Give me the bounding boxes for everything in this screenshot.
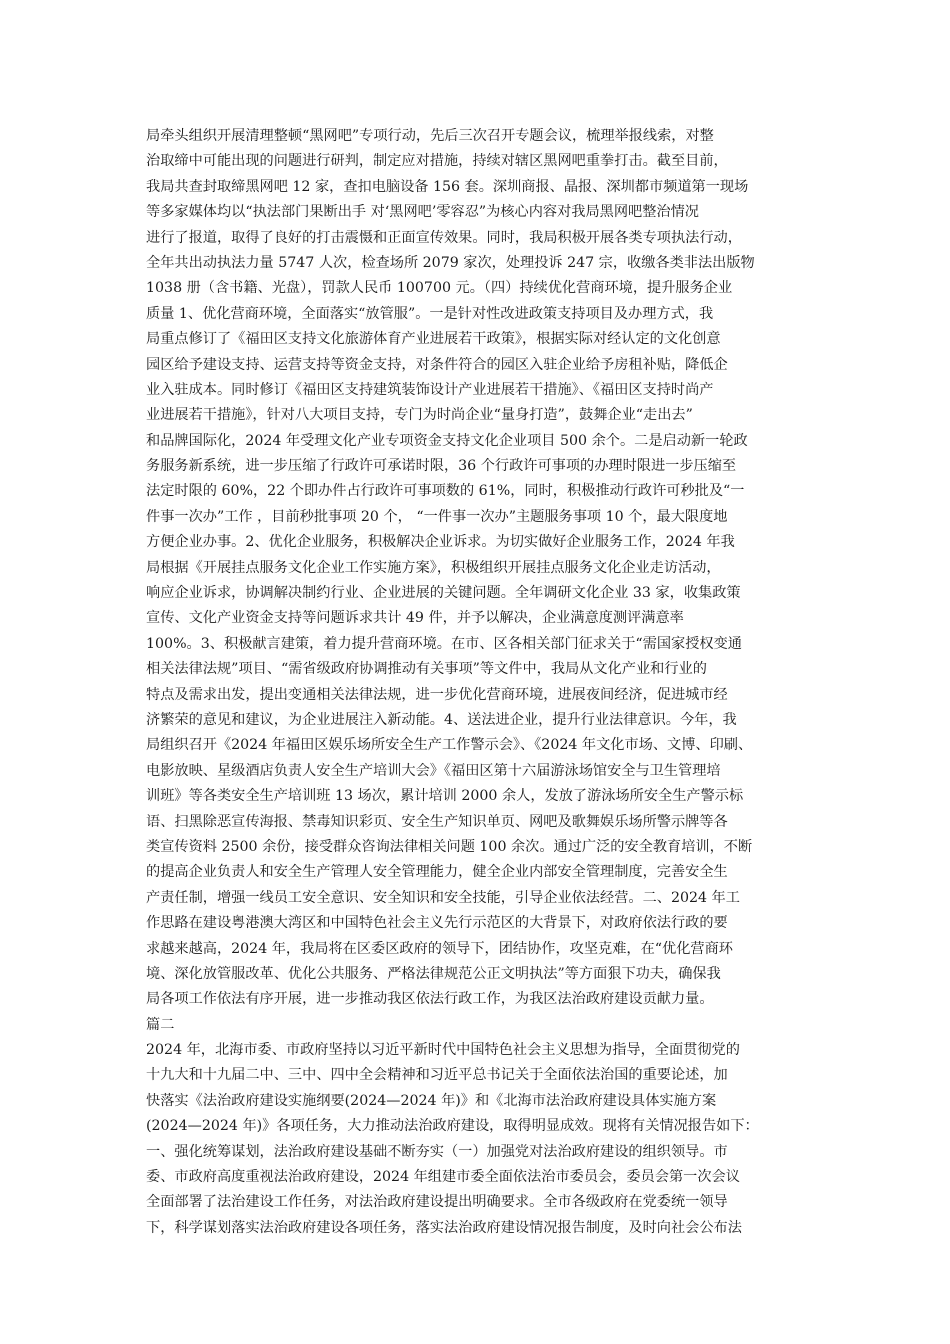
text-line: 法定时限的 60%，22 个即办件占行政许可事项数的 61%，同时，积极推动行政许可秒批及“一: [146, 483, 745, 500]
text-line: 快落实《法治政府建设实施纲要(2024—2024 年)》和《北海市法治政府建设具体实施方案: [146, 1092, 717, 1109]
text-line: 境、深化放管服改革、优化公共服务、严格法律规范公正文明执法”等方面狠下功夫，确保我: [146, 965, 721, 982]
text-line: 的提高企业负责人和安全生产管理人安全管理能力，健全企业内部安全管理制度，完善安全生: [146, 864, 728, 881]
text-line: 产责任制，增强一线员工安全意识、安全知识和安全技能，引导企业依法经营。二、2024 年工: [146, 889, 740, 906]
text-line: 下，科学谋划落实法治政府建设各项任务，落实法治政府建设情况报告制度，及时向社会公布法: [146, 1219, 742, 1236]
text-line: 质量 1、优化营商环境，全面落实“放管服”。一是针对性改进政策支持项目及办理方式，我: [146, 305, 714, 322]
text-line: 局牵头组织开展清理整顿“黑网吧”专项行动，先后三次召开专题会议，梳理举报线索，对整: [146, 128, 714, 144]
text-line: 局各项工作依法有序开展，进一步推动我区依法行政工作，为我区法治政府建设贡献力量。: [146, 991, 714, 1008]
text-line: 相关法律法规”项目、“需省级政府协调推动有关事项”等文件中，我局从文化产业和行业的: [146, 661, 707, 678]
text-line: 一、强化统筹谋划，法治政府建设基础不断夯实（一）加强党对法治政府建设的组织领导。市: [146, 1143, 728, 1160]
text-line: 特点及需求出发，提出变通相关法律法规，进一步优化营商环境，进展夜间经济，促进城市经: [146, 686, 728, 703]
text-line: 件事一次办”工作 ，目前秒批事项 20 个， “一件事一次办”主题服务事项 10 个，最大限度地: [146, 508, 728, 525]
text-line: 语、扫黑除恶宣传海报、禁毒知识彩页、安全生产知识单页、网吧及歌舞娱乐场所警示牌等各: [146, 813, 728, 830]
text-line: 全面部署了法治建设工作任务，对法治政府建设提出明确要求。全市各级政府在党委统一领导: [146, 1194, 728, 1211]
text-line: 2024 年，北海市委、市政府坚持以习近平新时代中国特色社会主义思想为指导，全面贯彻党的: [146, 1042, 740, 1059]
text-line: 训班》等各类安全生产培训班 13 场次，累计培训 2000 余人，发放了游泳场所安全生产警示标: [146, 788, 744, 805]
text-line: 园区给予建设支持、运营支持等资金支持，对条件符合的园区入驻企业给予房租补贴，降低企: [146, 356, 728, 373]
text-line: 方便企业办事。2、优化企业服务，积极解决企业诉求。为切实做好企业服务工作，2024 年我: [146, 534, 735, 551]
text-line: 宣传、文化产业资金支持等问题诉求共计 49 件，并予以解决，企业满意度测评满意率: [146, 610, 684, 627]
text-line: 等多家媒体均以“执法部门果断出手 对‘黑网吧’零容忍”为核心内容对我局黑网吧整治情况: [146, 204, 699, 221]
text-line: 进行了报道，取得了良好的打击震慑和正面宣传效果。同时，我局积极开展各类专项执法行动，: [146, 229, 742, 246]
text-line: 响应企业诉求，协调解决制约行业、企业进展的关键问题。全年调研文化企业 33 家，收集政策: [146, 585, 741, 602]
text-line: 局根据《开展挂点服务文化企业工作实施方案》，积极组织开展挂点服务文化企业走访活动，: [146, 559, 721, 576]
text-line: 电影放映、星级酒店负责人安全生产培训大会》《福田区第十六届游泳场馆安全与卫生管理培: [146, 762, 721, 779]
text-line: 求越来越高，2024 年，我局将在区委区政府的领导下，团结协作，攻坚克难，在“优化营商环: [146, 940, 733, 957]
text-line: 全年共出动执法力量 5747 人次，检查场所 2079 家次，处理投诉 247 宗，收缴各类非法出版物: [146, 254, 755, 271]
text-line: 作思路在建设粤港澳大湾区和中国特色社会主义先行示范区的大背景下，对政府依法行政的要: [146, 915, 728, 932]
text-line: (2024—2024 年)》各项任务，大力推动法治政府建设，取得明显成效。现将有关情况报告如下：: [146, 1118, 759, 1135]
text-line: 十九大和十九届二中、三中、四中全会精神和习近平总书记关于全面依法治国的重要论述，加: [146, 1067, 728, 1084]
text-line: 业进展若干措施》，针对八大项目支持，专门为时尚企业“量身打造”，鼓舞企业“走出去”: [146, 407, 693, 424]
text-line: 和品牌国际化，2024 年受理文化产业专项资金支持文化企业项目 500 余个。二是启动新一轮政: [146, 432, 748, 449]
text-line: 我局共查封取缔黑网吧 12 家，查扣电脑设备 156 套。深圳商报、晶报、深圳都市频道第一现场: [146, 178, 749, 195]
text-line: 类宣传资料 2500 余份，接受群众咨询法律相关问题 100 余次。通过广泛的安全教育培训，不断: [146, 838, 753, 855]
text-line: 局重点修订了《福田区支持文化旅游体育产业进展若干政策》，根据实际对经认定的文化创意: [146, 331, 721, 348]
text-line: 治取缔中可能出现的问题进行研判，制定应对措施，持续对辖区黑网吧重拳打击。截至目前，: [146, 153, 728, 170]
text-line: 业入驻成本。同时修订《福田区支持建筑装饰设计产业进展若干措施》、《福田区支持时尚产: [146, 381, 714, 398]
text-line: 务服务新系统，进一步压缩了行政许可承诺时限，36 个行政许可事项的办理时限进一步压缩至: [146, 458, 737, 475]
text-line: 篇二: [146, 1016, 175, 1033]
text-line: 1038 册（含书籍、光盘），罚款人民币 100700 元。（四）持续优化营商环境，提升服务企业: [146, 280, 733, 297]
text-line: 委、市政府高度重视法治政府建设，2024 年组建市委全面依法治市委员会，委员会第一次会议: [146, 1169, 740, 1186]
document-body: [146, 124, 806, 1241]
text-line: 100%。3、积极献言建策，着力提升营商环境。在市、区各相关部门征求关于“需国家授权变通: [146, 635, 742, 652]
text-line: 济繁荣的意见和建议，为企业进展注入新动能。4、送法进企业，提升行业法律意识。今年，我: [146, 711, 737, 728]
text-line: 局组织召开《2024 年福田区娱乐场所安全生产工作警示会》、《2024 年文化市场、文博、印刷、: [146, 737, 753, 754]
